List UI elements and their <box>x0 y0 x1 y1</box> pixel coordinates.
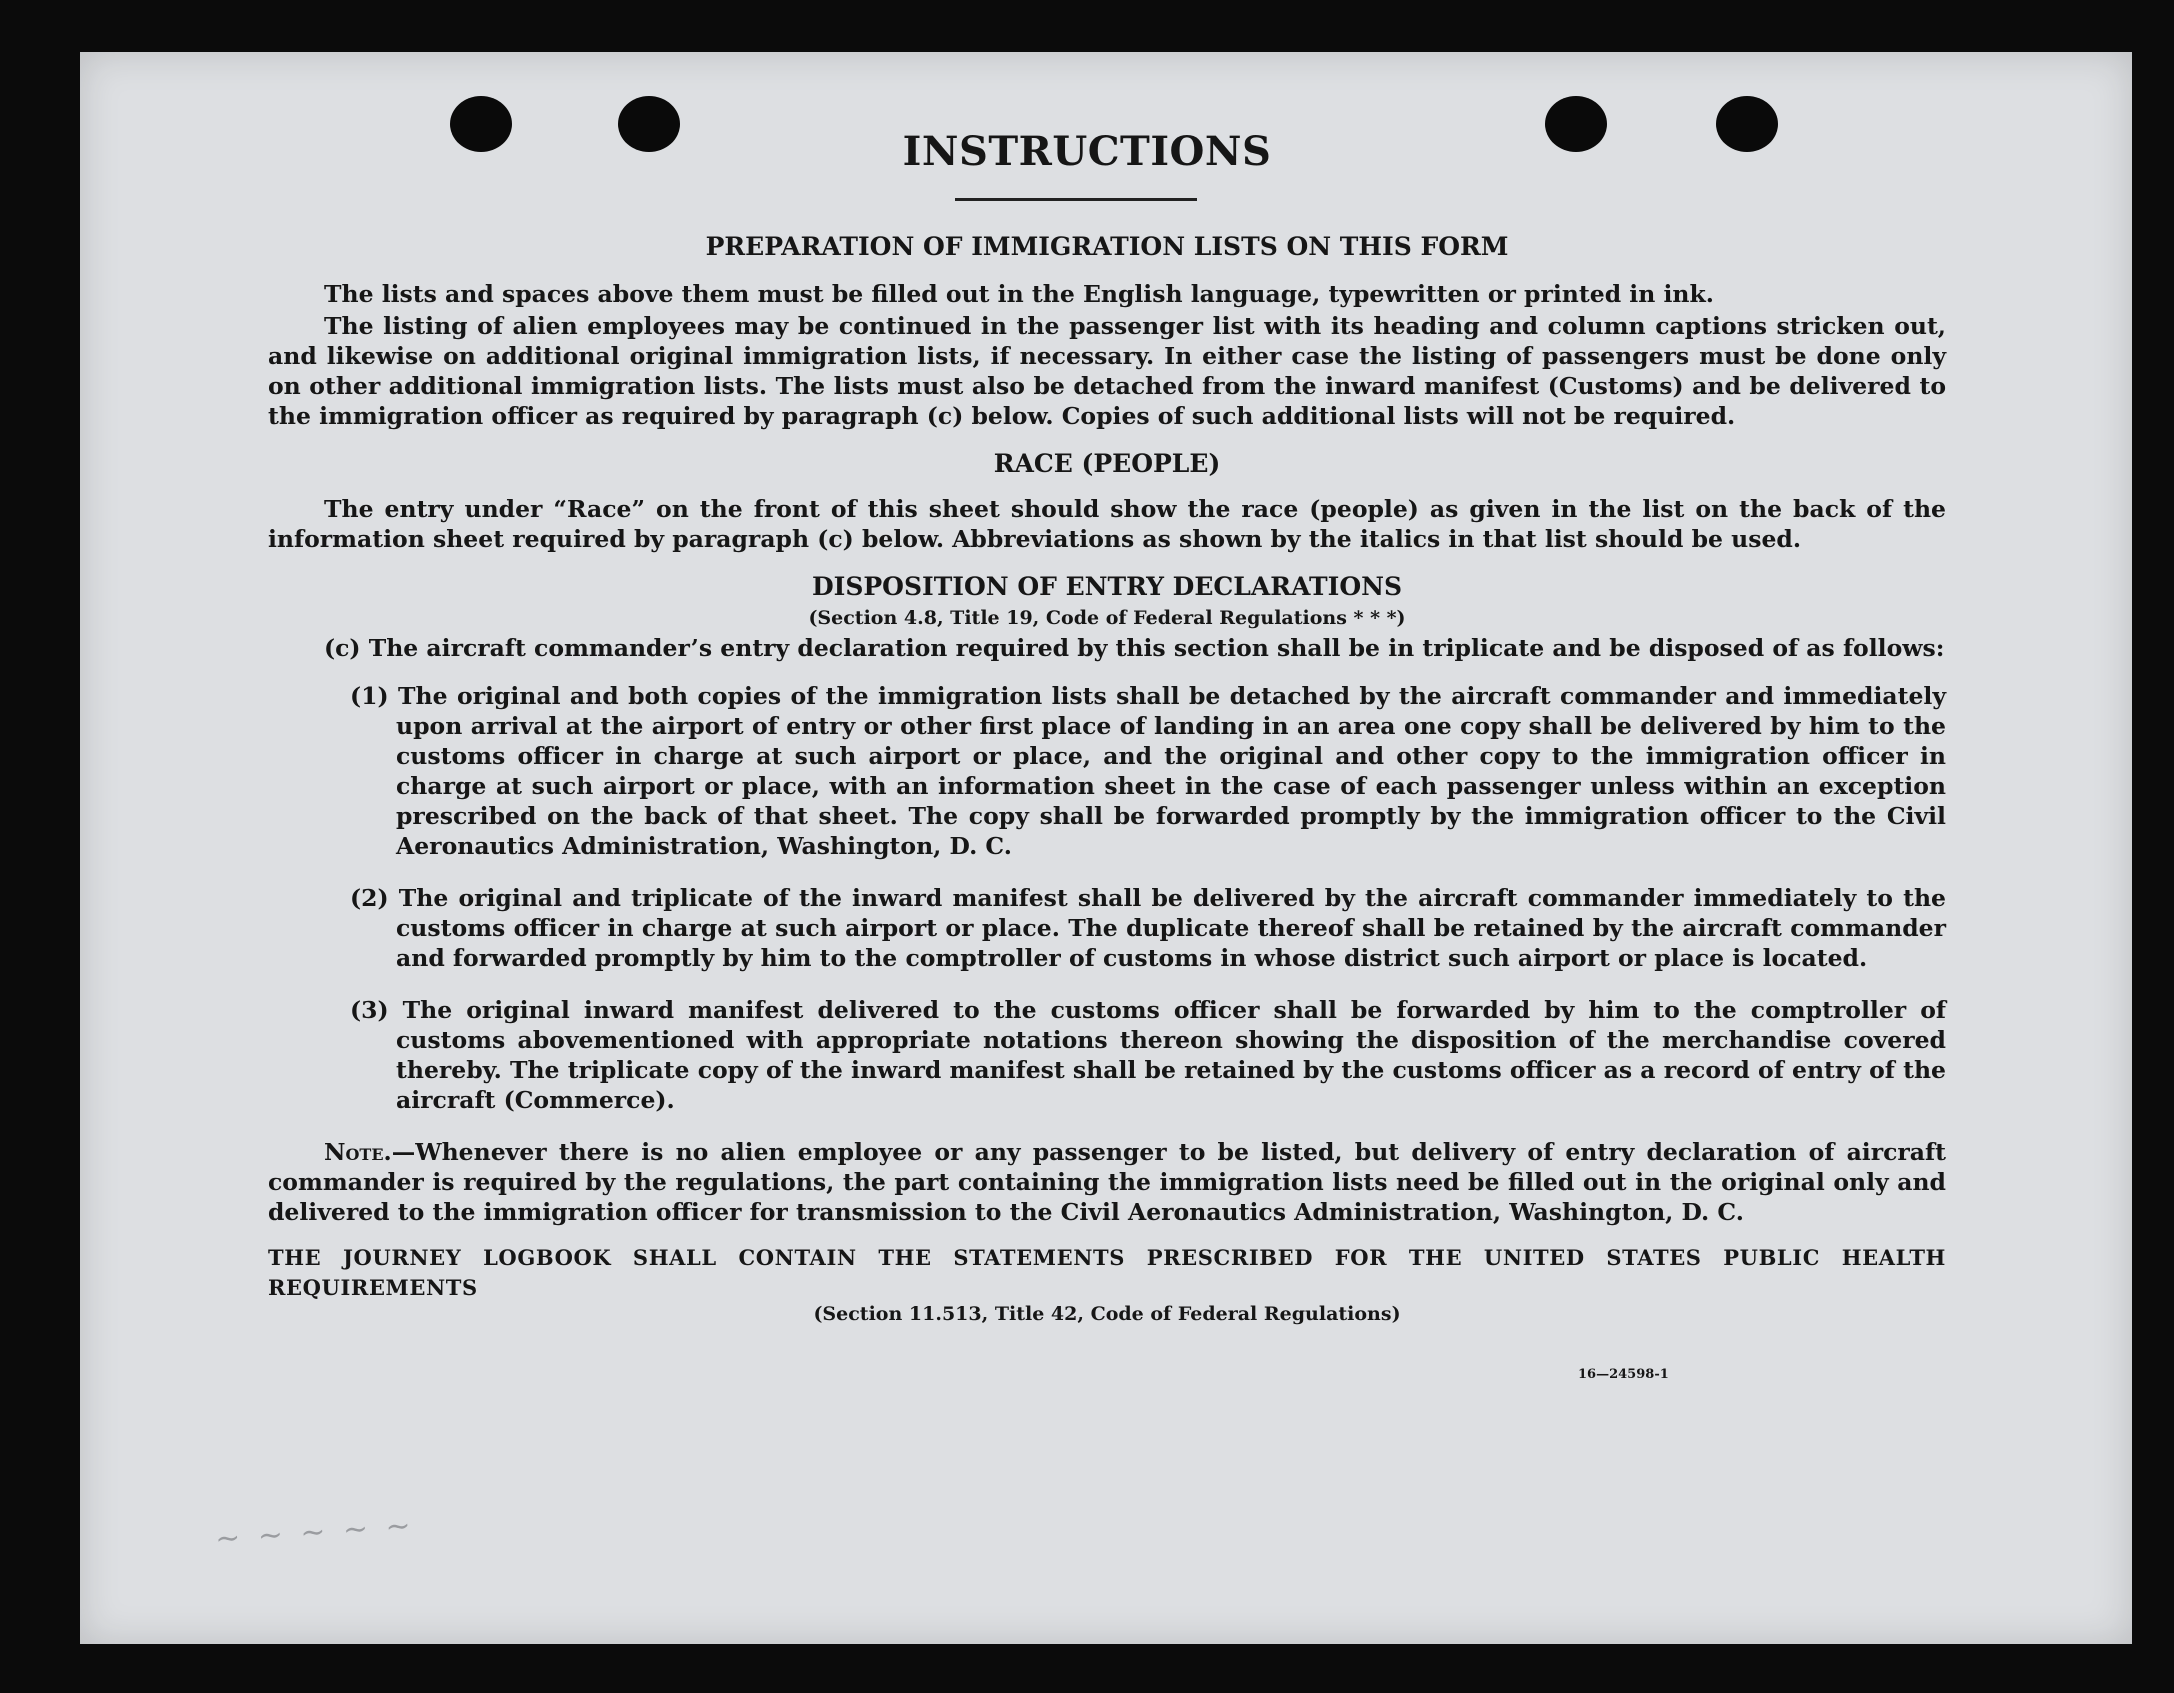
note-paragraph <box>268 1137 1946 1227</box>
title-underline <box>955 198 1197 201</box>
paragraph-c-intro: (c) The aircraft commander’s entry declaration required by this section shall be in triplicate and be disposed of as follows: <box>324 634 1945 662</box>
section-heading-disposition: DISPOSITION OF ENTRY DECLARATIONS <box>811 572 1403 601</box>
paragraph: The listing of alien employees may be continued in the passenger list with its heading and column captions stricken out, and likewise on additional original immigration lists, if necessary. In either case the listing of passengers must be done only on other additional immigration lists. The lists must also be detached from the inward manifest (Customs) and be delivered to the immigration officer as required by paragraph (c) below. Copies of such additional lists will not be required. <box>268 312 1946 430</box>
document-title: INSTRUCTIONS <box>902 128 1272 175</box>
section-citation: (Section 4.8, Title 19, Code of Federal Regulations * * *) <box>808 607 1406 629</box>
section-heading-race: RACE (PEOPLE) <box>993 449 1221 478</box>
list-item: (1) The original and both copies of the immigration lists shall be detached by the aircraft commander and immediately upon arrival at the airport of entry or other first place of landing in an area one copy shall be delivered by him to the customs officer in charge at such airport or place, and the original and other copy to the immigration officer in charge at such airport or place, with an information sheet in the case of each passenger unless within an exception prescribed on the back of that sheet. The copy shall be forwarded promptly by the immigration officer to the Civil Aeronautics Administration, Washington, D. C. <box>350 682 1946 860</box>
faint-signature-mark: ~ ~ ~ ~ ~ <box>214 1508 416 1557</box>
form-number: 16—24598-1 <box>1578 1367 1669 1382</box>
list-item: (3) The original inward manifest delivered to the customs officer shall be forwarded by him to the comptroller of customs abovementioned with appropriate notations thereon showing the disposition of the merchandise covered thereby. The triplicate copy of the inward manifest shall be retained by the customs officer as a record of entry of the aircraft (Commerce). <box>350 996 1946 1114</box>
document-body <box>268 232 1946 1325</box>
note-label: Note. <box>324 1138 392 1166</box>
footer-statement: THE JOURNEY LOGBOOK SHALL CONTAIN THE STATEMENTS PRESCRIBED FOR THE UNITED STATES PUBLIC HEALTH REQUIREMENTS <box>268 1245 1946 1300</box>
note-text: —Whenever there is no alien employee or any passenger to be listed, but delivery of entry declaration of aircraft commander is required by the regulations, the part containing the immigration lists need be filled out in the original only and delivered to the immigration officer for transmission to the Civil Aeronautics Administration, Washington, D. C. <box>268 1138 1946 1226</box>
section-heading-preparation: PREPARATION OF IMMIGRATION LISTS ON THIS FORM <box>705 232 1509 261</box>
paragraph: The lists and spaces above them must be filled out in the English language, typewritten or printed in ink. <box>324 280 1714 308</box>
paragraph: The entry under “Race” on the front of this sheet should show the race (people) as given in the list on the back of the information sheet required by paragraph (c) below. Abbreviations as shown by the italics in that list should be used. <box>268 495 1946 553</box>
list-item: (2) The original and triplicate of the inward manifest shall be delivered by the aircraft commander immediately to the customs officer in charge at such airport or place. The duplicate thereof shall be retained by the aircraft commander and forwarded promptly by him to the comptroller of customs in whose district such airport or place is located. <box>350 884 1946 972</box>
footer-citation: (Section 11.513, Title 42, Code of Federal Regulations) <box>813 1303 1401 1325</box>
